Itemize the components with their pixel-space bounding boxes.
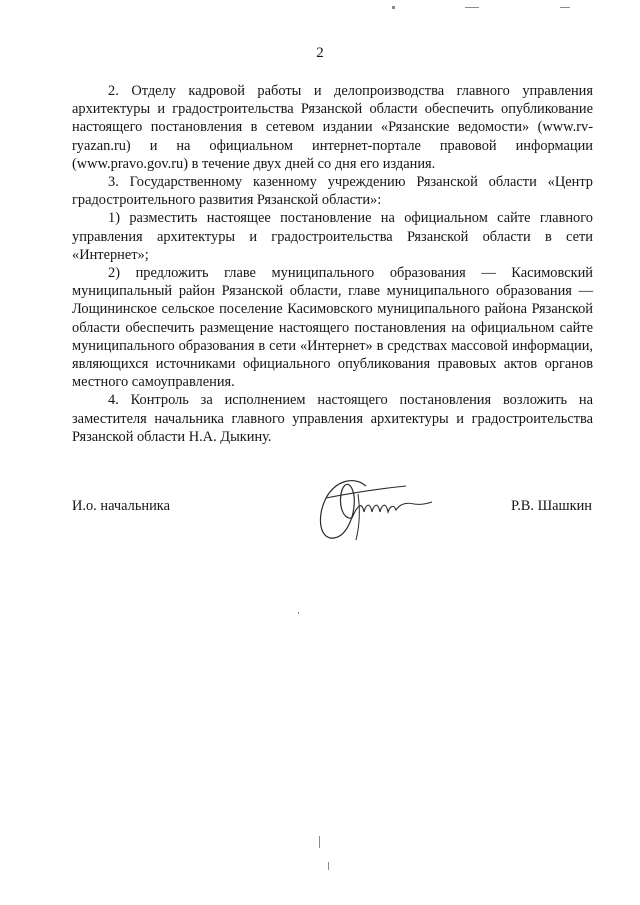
document-body <box>72 82 593 446</box>
signatory-name: Р.В. Шашкин <box>511 498 592 514</box>
paragraph-3: 3. Государственному казенному учреждению Рязанской области «Центр градостроительного развития Рязанской области»: <box>72 174 593 209</box>
signatory-title: И.о. начальника <box>72 498 170 514</box>
paragraph-3-item-2: 2) предложить главе муниципального образования — Касимовский муниципальный район Рязанской области, главе муниципального образования — Лощининское сельское поселение Касимовского муниципального района Рязанской области обеспечить размещение настоящего постановления на официальном сайте муниципального образования в сети «Интернет» в средствах массовой информации, являющихся источниками официального опубликования правовых актов органов местного самоуправления. <box>72 265 593 391</box>
handwritten-signature <box>296 468 446 548</box>
scan-speck <box>328 862 329 870</box>
scan-speck <box>298 612 299 614</box>
scan-speck <box>560 7 570 8</box>
scan-speck <box>465 7 479 8</box>
scan-speck <box>319 836 320 848</box>
paragraph-2: 2. Отделу кадровой работы и делопроизводства главного управления архитектуры и градостроительства Рязанской области обеспечить опубликование настоящего постановления в сетевом издании «Рязанские ведомости» (www.rv-ryazan.ru) и на официальном интернет-портале правовой информации (www.pravo.gov.ru) в течение двух дней со дня его издания. <box>72 83 593 172</box>
paragraph-4: 4. Контроль за исполнением настоящего постановления возложить на заместителя начальника главного управления архитектуры и градостроительства Рязанской области Н.А. Дыкину. <box>72 392 593 445</box>
paragraph-3-item-1: 1) разместить настоящее постановление на официальном сайте главного управления архитектуры и градостроительства Рязанской области в сети «Интернет»; <box>72 210 593 263</box>
page-number: 2 <box>316 45 324 61</box>
scan-speck <box>392 6 395 9</box>
